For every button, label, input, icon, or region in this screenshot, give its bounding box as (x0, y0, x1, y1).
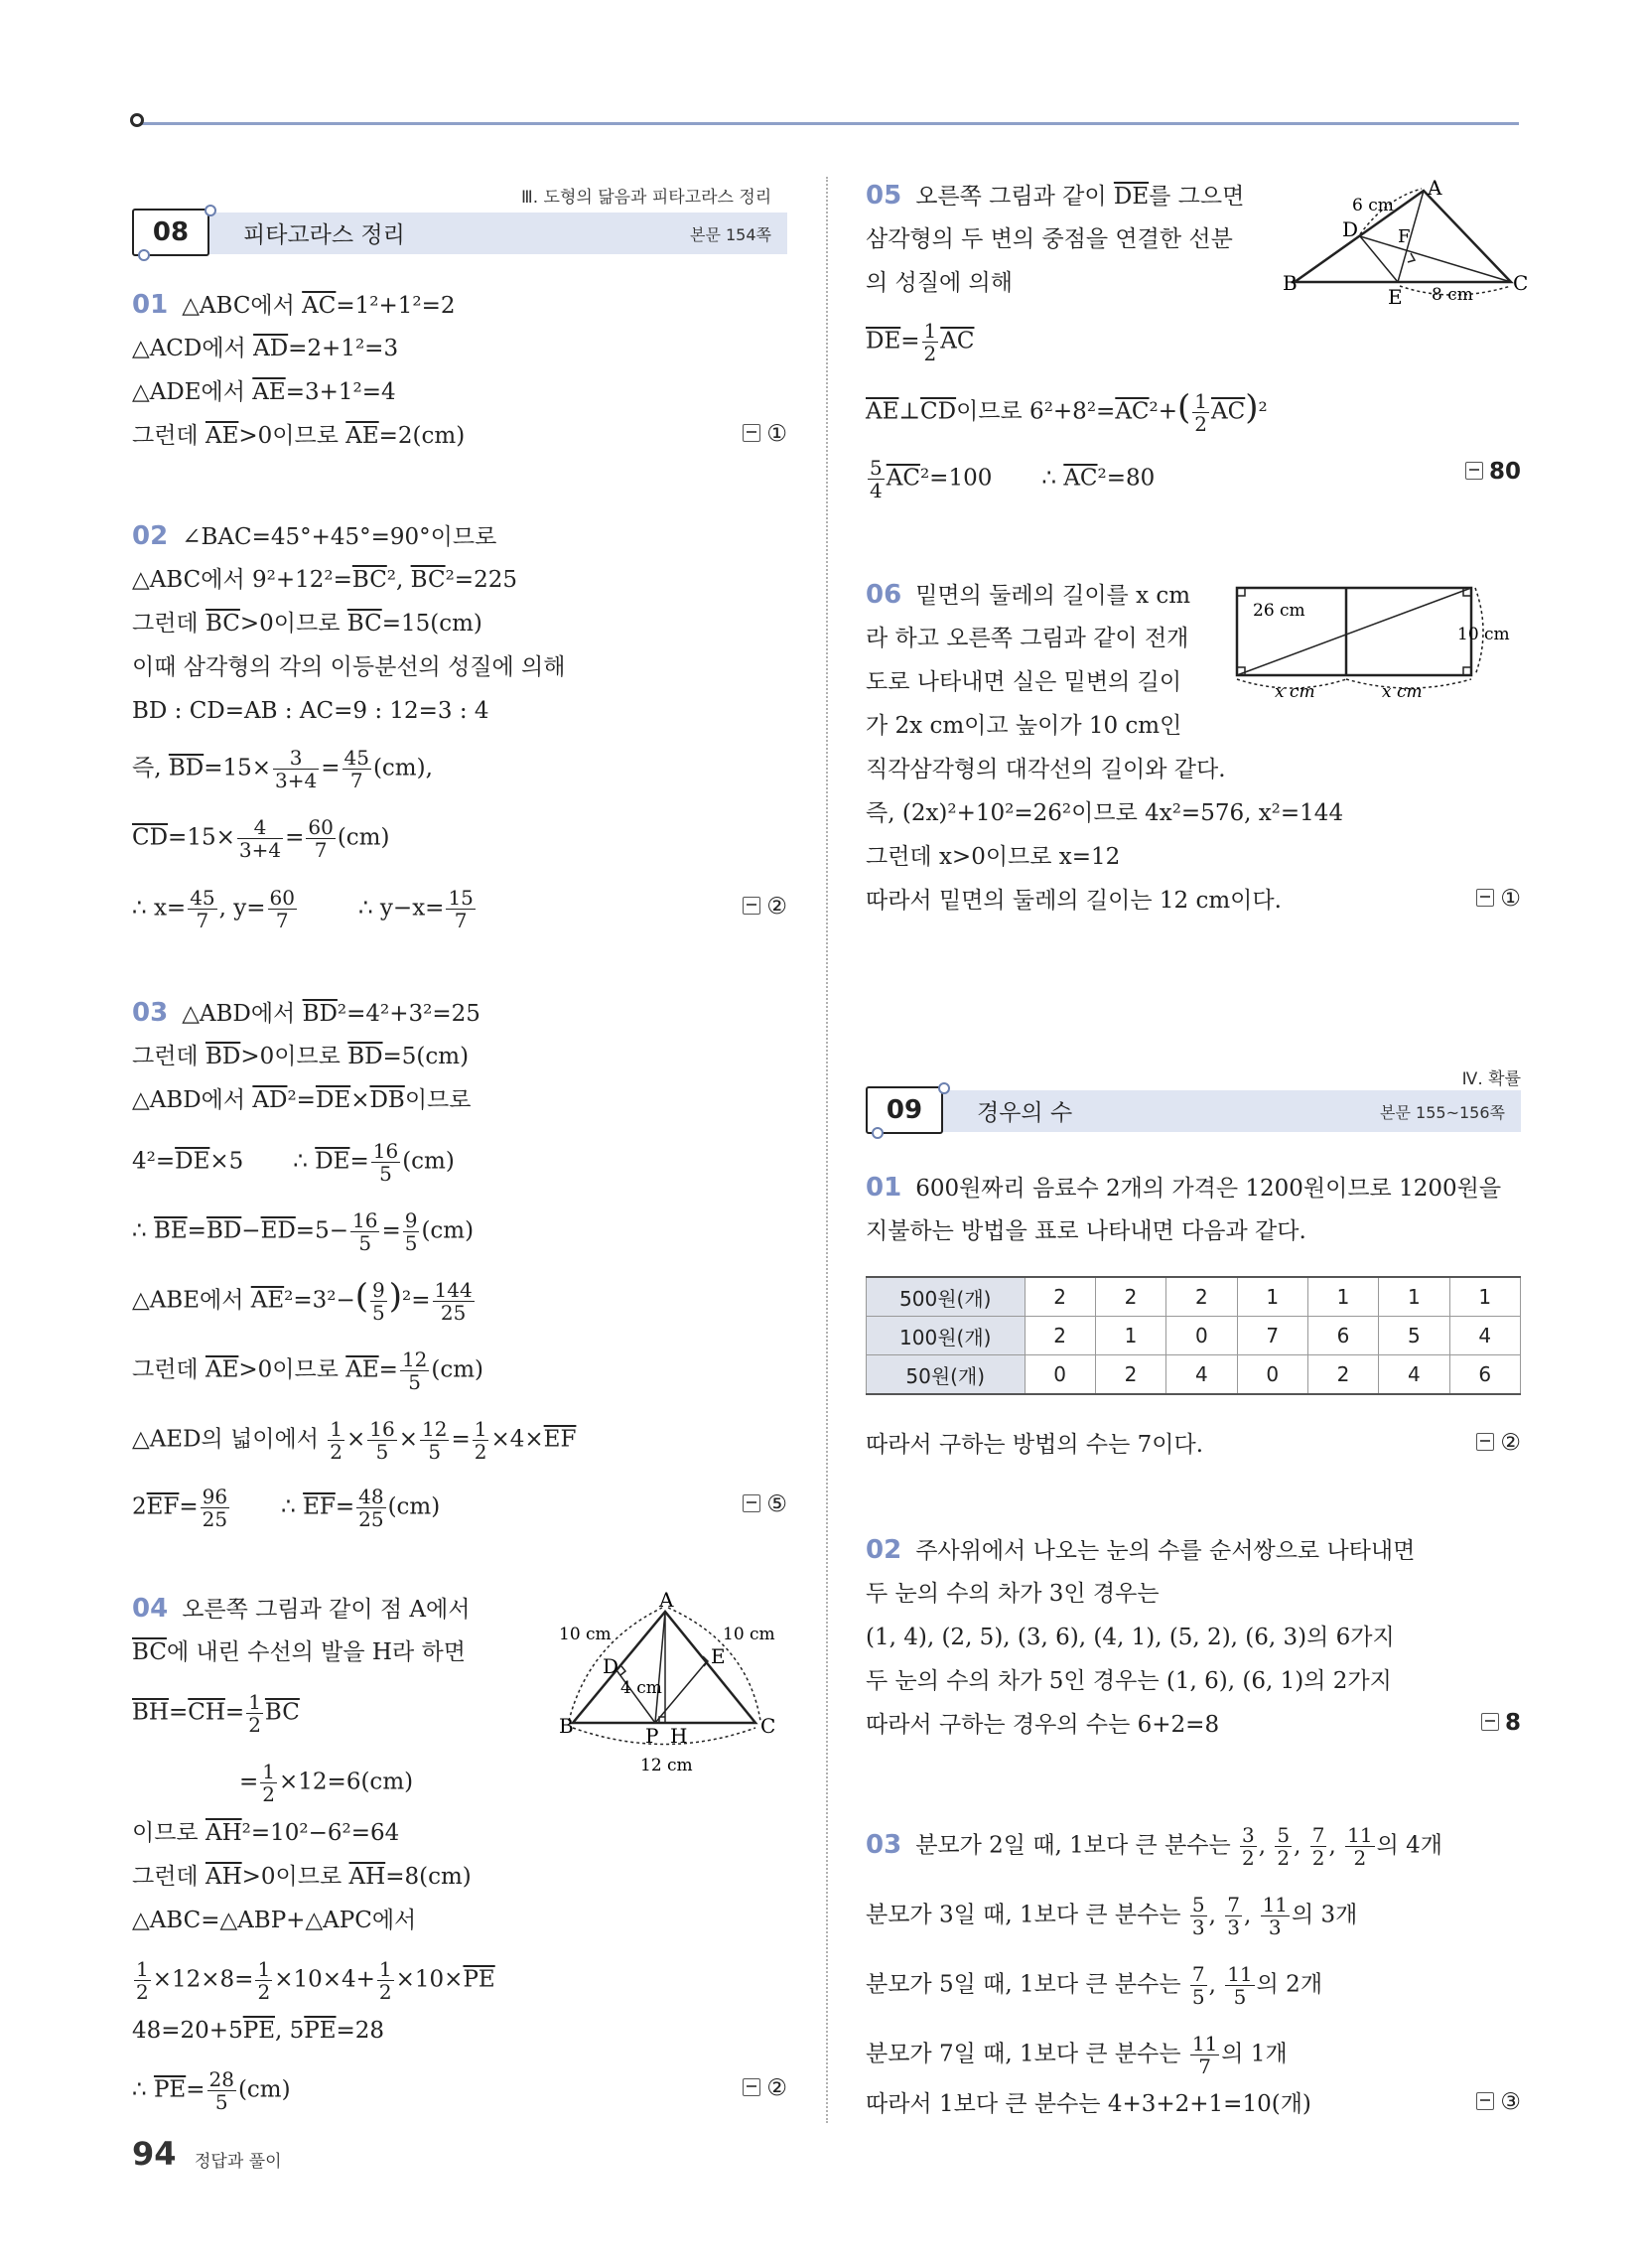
label-10cm: 10 cm (1457, 625, 1510, 644)
fraction: $\frac{11}{7}$ (1191, 2032, 1218, 2078)
label-a: A (659, 1588, 674, 1612)
answer-icon (1476, 2092, 1494, 2110)
p03-line1: 03 △ABD에서 $\overline{BD}^2=4^2+3^2=25$ (132, 998, 480, 1028)
p06-net-figure (1223, 578, 1521, 707)
p04-line6: 그런데 $\overline{AH}>0$이므로 $\overline{AH}=8(cm)$ (132, 1864, 472, 1890)
table-cell: 2 (1095, 1355, 1165, 1395)
header-rule (139, 122, 1519, 125)
section-number: 08 (132, 209, 209, 256)
label-c: C (760, 1714, 776, 1738)
p01-line2: △ACD에서 $\overline{AD}=2+1^2=3$ (132, 336, 399, 361)
table-row (867, 1317, 1521, 1355)
answer-icon (743, 2078, 760, 2096)
p04-answer: ② (743, 2075, 787, 2101)
column-divider (826, 177, 828, 2123)
p06-answer: ① (1476, 886, 1521, 912)
table-cell: 7 (1237, 1317, 1307, 1355)
p06-line8: 따라서 밑면의 둘레의 길이는 12 cm이다. (866, 888, 1282, 914)
q03-line4: 분모가 7일 때, 1보다 큰 분수는 $\frac{11}{7}$ 의 1개 (866, 2032, 1288, 2078)
label-a: A (1428, 176, 1442, 200)
table-row (867, 1277, 1521, 1317)
table-cell: 4 (1449, 1317, 1520, 1355)
fraction: $\frac{11}{2}$ (1347, 1823, 1373, 1870)
fraction: $\frac{11}{3}$ (1262, 1893, 1289, 1939)
q02-line1: 02 주사위에서 나오는 눈의 수를 순서쌍으로 나타내면 (866, 1535, 1416, 1565)
p01-line1: 01 △ABC에서 $\overline{AC}=1^2+1^2=2$ (132, 290, 456, 320)
label-10cm-right: 10 cm (723, 1625, 775, 1644)
table-cell: 0 (1166, 1317, 1237, 1355)
p04-line7: △ABC=△ABP+△APC에서 (132, 1908, 417, 1933)
p05-line4: $\overline{DE}=$ $\frac{1}{2}$ $\overline{AC}$ (866, 319, 975, 365)
p05-line2: 삼각형의 두 변의 중점을 연결한 선분 (866, 226, 1233, 252)
table-cell: 1 (1095, 1317, 1165, 1355)
p05-line5: $\overline{AE}\perp\overline{CD}$이므로 $6^2+8^2=\overline{AC}^2+$( $\frac{1}{2}$ $\overline{AC})^2$ (866, 387, 1268, 436)
section-page-ref: 본문 154쪽 (690, 225, 771, 244)
p04-line9: $48=20+5\overline{PE}$, $5\overline{PE}=28$ (132, 2018, 385, 2044)
p04-line1: 04 오른쪽 그림과 같이 점 A에서 (132, 1594, 471, 1624)
label-e: E (1388, 285, 1403, 309)
fraction: $\frac{3}{2}$ (1242, 1823, 1255, 1870)
table-cell: 1 (1307, 1277, 1378, 1317)
q03-line5: 따라서 1보다 큰 분수는 4+3+2+1=10(개) (866, 2091, 1311, 2117)
fraction: $\frac{7}{5}$ (1191, 1962, 1205, 2009)
section-header-09 (866, 1086, 1521, 1134)
p03-answer: ⑤ (743, 1491, 787, 1517)
label-d: D (1342, 217, 1359, 241)
answer-icon (743, 897, 760, 915)
label-26cm: 26 cm (1253, 601, 1305, 621)
segment-ap (655, 1612, 665, 1723)
q01-answer: ② (1476, 1430, 1521, 1456)
p01-line3: △ADE에서 $\overline{AE}=3+1^2=4$ (132, 379, 396, 405)
p04-line2: $\overline{BC}$에 내린 수선의 발을 H라 하면 (132, 1639, 466, 1665)
table-cell: 0 (1237, 1355, 1307, 1395)
perp-pe (655, 1660, 708, 1723)
p06-line3: 도로 나타내면 실은 밑변의 길이 (866, 669, 1182, 695)
label-12cm: 12 cm (640, 1756, 693, 1775)
q03-line1: 03 분모가 2일 때, 1보다 큰 분수는 $\frac{3}{2}$ , $\frac{5}{2}$ , $\frac{7}{2}$ , $\frac{11}{2}$ 의 4개 (866, 1823, 1442, 1870)
label-h: H (670, 1724, 688, 1748)
table-cell: 2 (1095, 1277, 1165, 1317)
p02-line8: ∴ x= $\frac{45}{7}$ , y= $\frac{60}{7}$ ∴ y−x= $\frac{15}{7}$ (132, 886, 474, 932)
label-b: B (559, 1714, 574, 1738)
q03-line2: 분모가 3일 때, 1보다 큰 분수는 $\frac{5}{3}$ , $\frac{7}{3}$ , $\frac{11}{3}$ 의 3개 (866, 1893, 1358, 1939)
p03-line7: 그런데 $\overline{AE}>0$이므로 $\overline{AE}=$ $\frac{12}{5}$ (cm) (132, 1347, 484, 1394)
right-angle-d (620, 1666, 625, 1675)
p06-line7: 그런데 x>0이므로 x=12 (866, 844, 1121, 870)
table-row-label: 500원(개) (867, 1277, 1026, 1317)
q02-line2: 두 눈의 수의 차가 3인 경우는 (866, 1581, 1160, 1607)
p04-triangle-figure (559, 1588, 787, 1782)
section-header-08 (132, 209, 787, 256)
brace-12cm (573, 1728, 755, 1745)
section-page-ref: 본문 155~156쪽 (1380, 1103, 1505, 1122)
p04-line10: ∴ $\overline{PE}=$ $\frac{28}{5}$ (cm) (132, 2067, 291, 2114)
table-cell: 4 (1379, 1355, 1449, 1395)
p03-line4: $4^2=\overline{DE}\times 5$ ∴ $\overline{DE}=$ $\frac{16}{5}$ (cm) (132, 1139, 455, 1186)
table-cell: 0 (1025, 1355, 1095, 1395)
q01-line3: 따라서 구하는 방법의 수는 7이다. (866, 1432, 1204, 1458)
footer-label: 정답과 풀이 (195, 2152, 282, 2172)
p06-line2: 라 하고 오른쪽 그림과 같이 전개 (866, 626, 1189, 651)
q02-line3: (1, 4), (2, 5), (3, 6), (4, 1), (5, 2), (6, 3)의 6가지 (866, 1625, 1395, 1650)
fraction: $\frac{7}{3}$ (1227, 1893, 1240, 1939)
segment-de (1360, 236, 1398, 282)
label-e: E (711, 1644, 726, 1668)
table-cell: 5 (1379, 1317, 1449, 1355)
p05-triangle-figure (1283, 176, 1529, 316)
answer-icon (1465, 462, 1483, 480)
p02-line7: $\overline{CD}=15\times$ $\frac{4}{3+4}$ = $\frac{60}{7}$ (cm) (132, 815, 390, 862)
answer-icon (1476, 1433, 1494, 1451)
p02-line3: 그런데 $\overline{BC}>0$이므로 $\overline{BC}=15(cm)$ (132, 611, 482, 637)
table-row-label: 50원(개) (867, 1355, 1026, 1395)
page-number: 94 (132, 2135, 177, 2173)
label-6cm: 6 cm (1352, 196, 1394, 215)
section-title: 경우의 수 (977, 1100, 1073, 1126)
p03-line9: $2\overline{EF}=$ $\frac{96}{25}$ ∴ $\overline{EF}=$ $\frac{48}{25}$ (cm) (132, 1485, 441, 1531)
table-cell: 2 (1025, 1277, 1095, 1317)
table-cell: 1 (1379, 1277, 1449, 1317)
fraction: $\frac{5}{2}$ (1277, 1823, 1291, 1870)
p03-line3: △ABD에서 $\overline{AD}^2=\overline{DE}\times\overline{DB}$이므로 (132, 1087, 472, 1113)
p06-line1: 06 밑면의 둘레의 길이를 x cm (866, 580, 1191, 610)
q03-answer: ③ (1476, 2089, 1521, 2115)
p02-line1: 02 ∠BAC=45°+45°=90°이므로 (132, 521, 497, 551)
p04-line8: $\frac{1}{2}$ ×12×8= $\frac{1}{2}$ ×10×4+ $\frac{1}{2}$ $\times 10\times\overline{PE}$ (136, 1957, 495, 2004)
table-cell: 4 (1166, 1355, 1237, 1395)
p03-line8: △AED의 넓이에서 $\frac{1}{2}$ × $\frac{16}{5}$ × $\frac{12}{5}$ = $\frac{1}{2}$ $\times 4\times\overline{EF}$ (132, 1417, 577, 1464)
p02-line5: BD : CD=AB : AC=9 : 12=3 : 4 (132, 698, 489, 724)
header-dot (130, 113, 144, 127)
table-cell: 6 (1449, 1355, 1520, 1395)
label-b: B (1283, 271, 1298, 295)
q02-line4: 두 눈의 수의 차가 5인 경우는 (1, 6), (6, 1)의 2가지 (866, 1668, 1392, 1694)
table-cell: 2 (1025, 1317, 1095, 1355)
q02-line5: 따라서 구하는 경우의 수는 6+2=8 (866, 1712, 1220, 1738)
table-row-label: 100원(개) (867, 1317, 1026, 1355)
label-d: D (603, 1654, 619, 1678)
section-number: 09 (866, 1086, 943, 1134)
q03-line3: 분모가 5일 때, 1보다 큰 분수는 $\frac{7}{5}$ , $\frac{11}{5}$ 의 2개 (866, 1962, 1323, 2009)
p05-line6: $\frac{5}{4}$ $\overline{AC}^2=100$ ∴ $\overline{AC}^2=80$ (870, 456, 1156, 502)
p02-line4: 이때 삼각형의 각의 이등분선의 성질에 의해 (132, 654, 566, 680)
right-angle-f (1408, 253, 1415, 262)
label-8cm: 8 cm (1432, 285, 1473, 305)
fraction: $\frac{11}{5}$ (1227, 1962, 1253, 2009)
coin-table (866, 1276, 1521, 1395)
p02-line2: △ABC에서 $9^2+12^2=\overline{BC}^2$, $\overline{BC}^2=225$ (132, 567, 517, 593)
p04-line3: $\overline{BH}=\overline{CH}=$ $\frac{1}{2}$ $\overline{BC}$ (132, 1690, 300, 1737)
fraction: $\frac{5}{3}$ (1191, 1893, 1205, 1939)
section-title: 피타고라스 정리 (243, 222, 405, 248)
p04-line5: 이므로 $\overline{AH}^2=10^2-6^2=64$ (132, 1820, 400, 1846)
p06-line4: 가 2x cm이고 높이가 10 cm인 (866, 713, 1182, 739)
p05-line1: 05 오른쪽 그림과 같이 $\overline{DE}$를 그으면 (866, 181, 1245, 211)
table-cell: 1 (1449, 1277, 1520, 1317)
p06-line6: 즉, (2x)²+10²=26²이므로 4x²=576, x²=144 (866, 800, 1344, 826)
table-cell: 2 (1166, 1277, 1237, 1317)
p04-line4: = $\frac{1}{2}$ ×12=6(cm) (239, 1760, 414, 1806)
table-cell: 6 (1307, 1317, 1378, 1355)
label-x-cm-1: x cm (1275, 682, 1315, 702)
answer-icon (743, 424, 760, 442)
answer-icon (743, 1494, 760, 1512)
label-c: C (1513, 271, 1529, 295)
p01-answer: ① (743, 421, 787, 447)
p03-line6: △ABE에서 $\overline{AE}^2=3^2-$( $\frac{9}{5}$ )²= $\frac{144}{25}$ (132, 1276, 473, 1325)
q01-line1: 01 600원짜리 음료수 2개의 가격은 1200원이므로 1200원을 (866, 1173, 1502, 1203)
p02-line6: 즉, $\overline{BD}=15\times$ $\frac{3}{3+4}$ = $\frac{45}{7}$ (cm), (132, 746, 433, 792)
label-4cm: 4 cm (620, 1678, 662, 1698)
q01-line2: 지불하는 방법을 표로 나타내면 다음과 같다. (866, 1218, 1306, 1244)
section-crumb-right: Ⅳ. 확률 (1461, 1069, 1521, 1089)
p05-line3: 의 성질에 의해 (866, 270, 1013, 296)
p03-line2: 그런데 $\overline{BD}>0$이므로 $\overline{BD}=5(cm)$ (132, 1044, 470, 1069)
answer-icon (1476, 889, 1494, 907)
q02-answer: 8 (1481, 1710, 1521, 1736)
p02-answer: ② (743, 894, 787, 920)
fraction: $\frac{7}{2}$ (1311, 1823, 1325, 1870)
table-row (867, 1355, 1521, 1395)
label-f: F (1398, 226, 1411, 247)
label-10cm-left: 10 cm (559, 1625, 612, 1644)
label-p: P (645, 1724, 659, 1748)
p06-line5: 직각삼각형의 대각선의 길이와 같다. (866, 757, 1226, 782)
p01-line4: 그런데 $\overline{AE}>0$이므로 $\overline{AE}=2(cm)$ (132, 423, 466, 449)
p05-answer: 80 (1465, 459, 1521, 485)
table-cell: 1 (1237, 1277, 1307, 1317)
answer-icon (1481, 1713, 1499, 1731)
p03-line5: ∴ $\overline{BE}=\overline{BD}-\overline{ED}=5-$ $\frac{16}{5}$ = $\frac{9}{5}$ (cm) (132, 1208, 475, 1255)
section-crumb: Ⅲ. 도형의 닮음과 피타고라스 정리 (521, 188, 772, 208)
table-cell: 2 (1307, 1355, 1378, 1395)
label-x-cm-2: x cm (1382, 682, 1423, 702)
